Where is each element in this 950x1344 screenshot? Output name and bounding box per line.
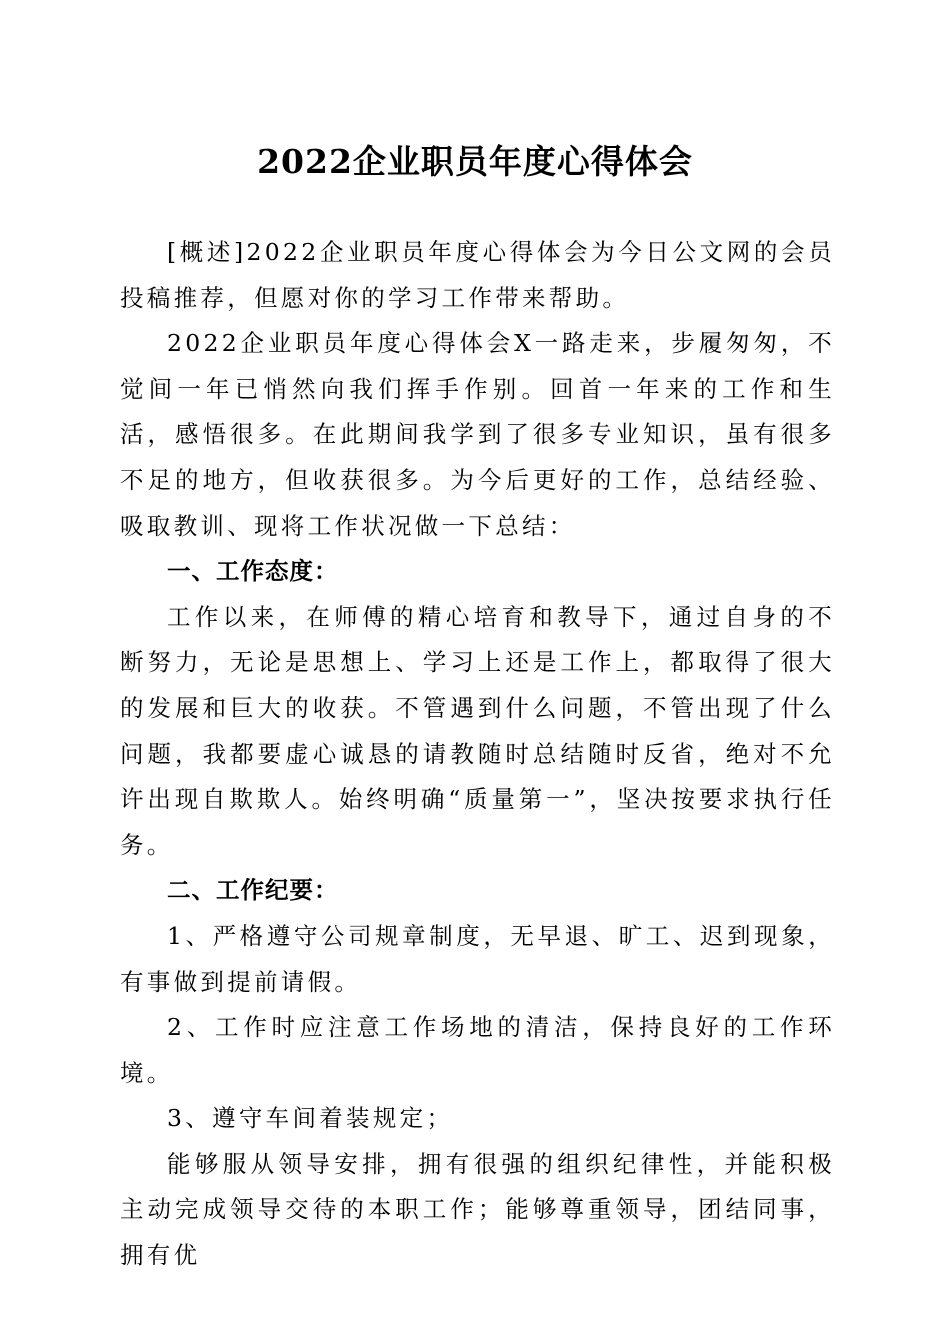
intro-paragraph: 2022企业职员年度心得体会X一路走来，步履匆匆，不觉间一年已悄然向我们挥手作别。回首一年来的工作和生活，感悟很多。在此期间我学到了很多专业知识，虽有很多不足的地方，但收获很多。为今后更好的工作，总结经验、吸取教训、现将工作状况做一下总结： xyxy=(120,329,835,540)
section-heading-discipline: 二、工作纪要： xyxy=(167,876,339,905)
document-title: 2022企业职员年度心得体会 xyxy=(257,142,693,181)
closing-paragraph: 能够服从领导安排，拥有很强的组织纪律性，并能积极主动完成领导交待的本职工作；能够尊重领导，团结同事，拥有优 xyxy=(120,1149,835,1270)
discipline-item-3: 3、遵守车间着装规定； xyxy=(167,1104,454,1133)
discipline-item-2: 2、工作时应注意工作场地的清洁，保持良好的工作环境。 xyxy=(120,1013,835,1087)
summary-paragraph: [概述]2022企业职员年度心得体会为今日公文网的会员投稿推荐，但愿对你的学习工作带来帮助。 xyxy=(120,238,835,312)
document-body xyxy=(120,230,835,1279)
discipline-item-1: 1、严格遵守公司规章制度，无早退、旷工、迟到现象，有事做到提前请假。 xyxy=(120,921,835,996)
section-heading-attitude: 一、工作态度： xyxy=(167,557,339,586)
attitude-paragraph: 工作以来，在师傅的精心培育和教导下，通过自身的不断努力，无论是思想上、学习上还是工作上，都取得了很大的发展和巨大的收获。不管遇到什么问题，不管出现了什么问题，我都要虚心诚恳的请教随时总结随时反省，绝对不允许出现自欺欺人。始终明确“质量第一”，坚决按要求执行任务。 xyxy=(120,602,835,859)
